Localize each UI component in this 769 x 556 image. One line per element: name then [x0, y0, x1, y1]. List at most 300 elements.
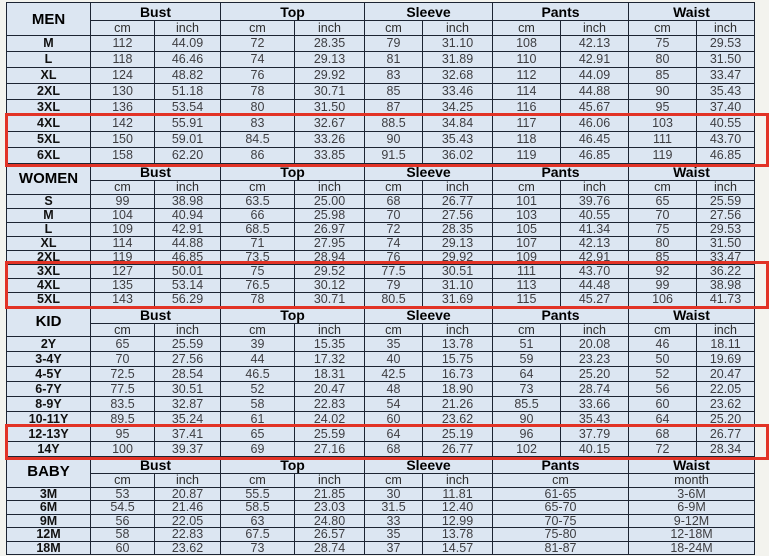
measurement-value: 46.46	[155, 52, 221, 68]
measurement-value: 33.66	[561, 397, 629, 412]
measurement-value: 56.29	[155, 292, 221, 306]
measurement-value: 112	[493, 68, 561, 84]
measurement-value: 103	[493, 208, 561, 222]
measurement-value: 118	[493, 132, 561, 148]
measurement-value: 58.5	[221, 501, 295, 515]
unit-header: cm	[91, 181, 155, 195]
measurement-value: 46.06	[561, 116, 629, 132]
measurement-value: 56	[629, 382, 697, 397]
section-title: KID	[7, 306, 91, 337]
measurement-value: 38.98	[697, 278, 755, 292]
measurement-value: 37	[365, 541, 423, 555]
measurement-value: 31.50	[697, 236, 755, 250]
measurement-value: 31.10	[423, 278, 493, 292]
measurement-value: 13.78	[423, 337, 493, 352]
size-row-3xl	[7, 100, 755, 116]
column-group-header: Top	[221, 3, 365, 21]
measurement-value: 73.5	[221, 250, 295, 264]
measurement-value: 143	[91, 292, 155, 306]
measurement-value: 28.34	[697, 442, 755, 457]
measurement-value: 28.94	[295, 250, 365, 264]
measurement-value: 35	[365, 528, 423, 542]
measurement-value: 30.51	[423, 264, 493, 278]
column-group-header: Bust	[91, 457, 221, 474]
measurement-value: 79	[365, 278, 423, 292]
measurement-value: 46.5	[221, 367, 295, 382]
column-group-header: Bust	[91, 3, 221, 21]
size-label: 2XL	[7, 250, 91, 264]
size-row-l	[7, 52, 755, 68]
measurement-value: 95	[91, 427, 155, 442]
measurement-value: 117	[493, 116, 561, 132]
measurement-value: 27.95	[295, 236, 365, 250]
measurement-value: 32.68	[423, 68, 493, 84]
measurement-value: 25.59	[697, 194, 755, 208]
measurement-value: 68	[365, 194, 423, 208]
unit-header: inch	[295, 21, 365, 36]
size-row-2y	[7, 337, 755, 352]
measurement-value: 53.14	[155, 278, 221, 292]
measurement-value: 70	[91, 352, 155, 367]
measurement-value: 26.57	[295, 528, 365, 542]
measurement-value: 84.5	[221, 132, 295, 148]
unit-header: cm	[493, 21, 561, 36]
measurement-value: 127	[91, 264, 155, 278]
measurement-value: 55.91	[155, 116, 221, 132]
measurement-value: 45.67	[561, 100, 629, 116]
size-label: M	[7, 36, 91, 52]
measurement-value: 43.70	[561, 264, 629, 278]
measurement-value: 23.62	[697, 397, 755, 412]
measurement-value: 34.25	[423, 100, 493, 116]
measurement-value: 30.71	[295, 84, 365, 100]
measurement-value: 65	[629, 194, 697, 208]
unit-header: cm	[629, 181, 697, 195]
unit-header: cm	[365, 21, 423, 36]
measurement-value: 44.09	[561, 68, 629, 84]
measurement-value: 124	[91, 68, 155, 84]
size-label: 12-13Y	[7, 427, 91, 442]
measurement-value: 81-87	[493, 541, 629, 555]
size-label: 2Y	[7, 337, 91, 352]
unit-header: cm	[365, 181, 423, 195]
measurement-value: 28.35	[423, 222, 493, 236]
measurement-value: 74	[365, 236, 423, 250]
size-label: 5XL	[7, 292, 91, 306]
measurement-value: 96	[493, 427, 561, 442]
measurement-value: 34.84	[423, 116, 493, 132]
column-group-header: Sleeve	[365, 164, 493, 181]
measurement-value: 40.15	[561, 442, 629, 457]
column-group-header: Pants	[493, 3, 629, 21]
measurement-value: 78	[221, 292, 295, 306]
measurement-value: 48.82	[155, 68, 221, 84]
measurement-value: 80	[629, 52, 697, 68]
size-row-9m	[7, 514, 755, 528]
unit-header: inch	[423, 323, 493, 337]
measurement-value: 100	[91, 442, 155, 457]
measurement-value: 33.85	[295, 148, 365, 164]
measurement-value: 37.40	[697, 100, 755, 116]
measurement-value: 74	[221, 52, 295, 68]
measurement-value: 22.05	[697, 382, 755, 397]
measurement-value: 61	[221, 412, 295, 427]
measurement-value: 80.5	[365, 292, 423, 306]
measurement-value: 44.09	[155, 36, 221, 52]
measurement-value: 29.13	[295, 52, 365, 68]
measurement-value: 90	[493, 412, 561, 427]
size-row-10-11y	[7, 412, 755, 427]
measurement-value: 42.91	[155, 222, 221, 236]
measurement-value: 76	[221, 68, 295, 84]
size-label: 8-9Y	[7, 397, 91, 412]
measurement-value: 116	[493, 100, 561, 116]
measurement-value: 64	[629, 412, 697, 427]
measurement-value: 29.52	[295, 264, 365, 278]
measurement-value: 118	[91, 52, 155, 68]
measurement-value: 36.02	[423, 148, 493, 164]
size-row-4-5y	[7, 367, 755, 382]
measurement-value: 73	[221, 541, 295, 555]
size-label: 4XL	[7, 116, 91, 132]
measurement-value: 110	[493, 52, 561, 68]
measurement-value: 24.02	[295, 412, 365, 427]
measurement-value: 99	[629, 278, 697, 292]
measurement-value: 28.74	[295, 541, 365, 555]
column-group-header: Sleeve	[365, 457, 493, 474]
measurement-value: 22.83	[295, 397, 365, 412]
measurement-value: 22.83	[155, 528, 221, 542]
measurement-value: 80	[629, 236, 697, 250]
unit-header: inch	[423, 181, 493, 195]
column-group-header: Waist	[629, 164, 755, 181]
measurement-value: 44	[221, 352, 295, 367]
measurement-value: 87	[365, 100, 423, 116]
measurement-value: 59.01	[155, 132, 221, 148]
measurement-value: 44.88	[155, 236, 221, 250]
measurement-value: 104	[91, 208, 155, 222]
measurement-value: 23.62	[155, 541, 221, 555]
measurement-value: 35.43	[697, 84, 755, 100]
size-row-l	[7, 222, 755, 236]
measurement-value: 113	[493, 278, 561, 292]
size-label: 9M	[7, 514, 91, 528]
measurement-value: 14.57	[423, 541, 493, 555]
size-label: 4XL	[7, 278, 91, 292]
measurement-value: 135	[91, 278, 155, 292]
size-row-2xl	[7, 250, 755, 264]
unit-header-row	[7, 323, 755, 337]
measurement-value: 75	[629, 36, 697, 52]
measurement-value: 61-65	[493, 487, 629, 501]
column-group-header: Pants	[493, 306, 629, 323]
column-group-header: Top	[221, 164, 365, 181]
section-women	[7, 164, 755, 307]
measurement-value: 53.54	[155, 100, 221, 116]
measurement-value: 111	[493, 264, 561, 278]
measurement-value: 108	[493, 36, 561, 52]
size-row-6m	[7, 501, 755, 515]
size-row-14y	[7, 442, 755, 457]
measurement-value: 75	[221, 264, 295, 278]
measurement-value: 31.89	[423, 52, 493, 68]
size-row-xl	[7, 68, 755, 84]
measurement-value: 25.19	[423, 427, 493, 442]
unit-header: cm	[91, 21, 155, 36]
measurement-value: 29.53	[697, 36, 755, 52]
measurement-value: 40.55	[697, 116, 755, 132]
measurement-value: 25.59	[155, 337, 221, 352]
measurement-value: 112	[91, 36, 155, 52]
measurement-value: 39.37	[155, 442, 221, 457]
measurement-value: 68.5	[221, 222, 295, 236]
size-row-4xl	[7, 116, 755, 132]
measurement-value: 31.5	[365, 501, 423, 515]
measurement-value: 95	[629, 100, 697, 116]
measurement-value: 25.00	[295, 194, 365, 208]
measurement-value: 52	[221, 382, 295, 397]
measurement-value: 90	[365, 132, 423, 148]
measurement-value: 17.32	[295, 352, 365, 367]
measurement-value: 83	[221, 116, 295, 132]
measurement-value: 20.47	[697, 367, 755, 382]
measurement-value: 136	[91, 100, 155, 116]
measurement-value: 86	[221, 148, 295, 164]
measurement-value: 106	[629, 292, 697, 306]
measurement-value: 103	[629, 116, 697, 132]
measurement-value: 35	[365, 337, 423, 352]
measurement-value: 46.85	[561, 148, 629, 164]
group-header-row	[7, 3, 755, 21]
measurement-value: 33.26	[295, 132, 365, 148]
column-group-header: Sleeve	[365, 306, 493, 323]
size-row-m	[7, 36, 755, 52]
measurement-value: 6-9M	[629, 501, 755, 515]
measurement-value: 29.13	[423, 236, 493, 250]
measurement-value: 53	[91, 487, 155, 501]
measurement-value: 21.26	[423, 397, 493, 412]
size-label: 6XL	[7, 148, 91, 164]
measurement-value: 130	[91, 84, 155, 100]
measurement-value: 27.56	[697, 208, 755, 222]
measurement-value: 48	[365, 382, 423, 397]
size-label: XL	[7, 236, 91, 250]
measurement-value: 32.87	[155, 397, 221, 412]
measurement-value: 63	[221, 514, 295, 528]
measurement-value: 72	[221, 36, 295, 52]
measurement-value: 60	[91, 541, 155, 555]
measurement-value: 109	[493, 250, 561, 264]
section-kid	[7, 306, 755, 457]
unit-header-row	[7, 181, 755, 195]
measurement-value: 72.5	[91, 367, 155, 382]
measurement-value: 70-75	[493, 514, 629, 528]
measurement-value: 39	[221, 337, 295, 352]
unit-header: cm	[493, 181, 561, 195]
size-label: 3M	[7, 487, 91, 501]
measurement-value: 70	[365, 208, 423, 222]
size-label: 3XL	[7, 264, 91, 278]
group-header-row	[7, 306, 755, 323]
unit-header: cm	[493, 323, 561, 337]
section-title: BABY	[7, 457, 91, 488]
measurement-value: 27.56	[423, 208, 493, 222]
unit-header: cm	[91, 474, 155, 488]
measurement-value: 21.85	[295, 487, 365, 501]
measurement-value: 80	[221, 100, 295, 116]
group-header-row	[7, 457, 755, 474]
unit-header-row	[7, 474, 755, 488]
unit-header: inch	[697, 181, 755, 195]
size-row-5xl	[7, 292, 755, 306]
measurement-value: 43.70	[697, 132, 755, 148]
measurement-value: 23.23	[561, 352, 629, 367]
section-title: WOMEN	[7, 164, 91, 195]
measurement-value: 36.22	[697, 264, 755, 278]
measurement-value: 158	[91, 148, 155, 164]
unit-header: inch	[155, 474, 221, 488]
measurement-value: 77.5	[91, 382, 155, 397]
measurement-value: 15.75	[423, 352, 493, 367]
size-label: 18M	[7, 541, 91, 555]
measurement-value: 81	[365, 52, 423, 68]
measurement-value: 16.73	[423, 367, 493, 382]
measurement-value: 85	[365, 84, 423, 100]
measurement-value: 150	[91, 132, 155, 148]
measurement-value: 31.10	[423, 36, 493, 52]
measurement-value: 58	[91, 528, 155, 542]
measurement-value: 85	[629, 250, 697, 264]
measurement-value: 41.34	[561, 222, 629, 236]
measurement-value: 33	[365, 514, 423, 528]
measurement-value: 73	[493, 382, 561, 397]
column-group-header: Pants	[493, 164, 629, 181]
measurement-value: 28.54	[155, 367, 221, 382]
measurement-value: 64	[493, 367, 561, 382]
unit-header-row	[7, 21, 755, 36]
measurement-value: 76.5	[221, 278, 295, 292]
measurement-value: 63.5	[221, 194, 295, 208]
column-group-header: Pants	[493, 457, 629, 474]
measurement-value: 29.92	[295, 68, 365, 84]
unit-header: cm	[91, 323, 155, 337]
measurement-value: 76	[365, 250, 423, 264]
unit-header: cm	[629, 21, 697, 36]
measurement-value: 50.01	[155, 264, 221, 278]
size-label: 14Y	[7, 442, 91, 457]
measurement-value: 65	[91, 337, 155, 352]
size-row-12m	[7, 528, 755, 542]
measurement-value: 35.43	[423, 132, 493, 148]
measurement-value: 28.74	[561, 382, 629, 397]
measurement-value: 20.87	[155, 487, 221, 501]
size-row-6xl	[7, 148, 755, 164]
measurement-value: 64	[365, 427, 423, 442]
measurement-value: 65	[221, 427, 295, 442]
size-row-8-9y	[7, 397, 755, 412]
size-row-3xl	[7, 264, 755, 278]
size-label: S	[7, 194, 91, 208]
size-row-18m	[7, 541, 755, 555]
measurement-value: 27.16	[295, 442, 365, 457]
measurement-value: 37.41	[155, 427, 221, 442]
unit-header: cm	[629, 323, 697, 337]
measurement-value: 107	[493, 236, 561, 250]
size-row-12-13y	[7, 427, 755, 442]
measurement-value: 54.5	[91, 501, 155, 515]
size-row-2xl	[7, 84, 755, 100]
size-label: 2XL	[7, 84, 91, 100]
measurement-value: 85	[629, 68, 697, 84]
size-row-3m	[7, 487, 755, 501]
column-group-header: Waist	[629, 457, 755, 474]
measurement-value: 12-18M	[629, 528, 755, 542]
column-group-header: Waist	[629, 306, 755, 323]
measurement-value: 90	[629, 84, 697, 100]
measurement-value: 70	[629, 208, 697, 222]
measurement-value: 119	[629, 148, 697, 164]
unit-header: inch	[561, 21, 629, 36]
measurement-value: 105	[493, 222, 561, 236]
measurement-value: 50	[629, 352, 697, 367]
section-men	[7, 3, 755, 164]
size-label: 5XL	[7, 132, 91, 148]
measurement-value: 51.18	[155, 84, 221, 100]
size-row-3-4y	[7, 352, 755, 367]
unit-header: inch	[155, 21, 221, 36]
measurement-value: 40	[365, 352, 423, 367]
measurement-value: 33.46	[423, 84, 493, 100]
measurement-value: 15.35	[295, 337, 365, 352]
measurement-value: 40.55	[561, 208, 629, 222]
measurement-value: 25.59	[295, 427, 365, 442]
measurement-value: 58	[221, 397, 295, 412]
measurement-value: 42.13	[561, 236, 629, 250]
column-group-header: Top	[221, 457, 365, 474]
measurement-value: 31.69	[423, 292, 493, 306]
measurement-value: 83.5	[91, 397, 155, 412]
size-label: 3XL	[7, 100, 91, 116]
size-row-xl	[7, 236, 755, 250]
size-label: 6-7Y	[7, 382, 91, 397]
measurement-value: 68	[629, 427, 697, 442]
measurement-value: 18.90	[423, 382, 493, 397]
measurement-value: 37.79	[561, 427, 629, 442]
measurement-value: 44.48	[561, 278, 629, 292]
measurement-value: 30.12	[295, 278, 365, 292]
size-row-4xl	[7, 278, 755, 292]
size-label: L	[7, 222, 91, 236]
measurement-value: 72	[629, 442, 697, 457]
unit-header: inch	[561, 181, 629, 195]
size-label: 12M	[7, 528, 91, 542]
measurement-value: 28.35	[295, 36, 365, 52]
measurement-value: 109	[91, 222, 155, 236]
measurement-value: 85.5	[493, 397, 561, 412]
size-chart-table	[6, 2, 755, 555]
measurement-value: 11.81	[423, 487, 493, 501]
measurement-value: 79	[365, 36, 423, 52]
unit-header: cm	[221, 181, 295, 195]
measurement-value: 44.88	[561, 84, 629, 100]
measurement-value: 27.56	[155, 352, 221, 367]
size-row-5xl	[7, 132, 755, 148]
measurement-value: 88.5	[365, 116, 423, 132]
measurement-value: 25.98	[295, 208, 365, 222]
unit-header: inch	[423, 474, 493, 488]
measurement-value: 67.5	[221, 528, 295, 542]
measurement-value: 119	[91, 250, 155, 264]
